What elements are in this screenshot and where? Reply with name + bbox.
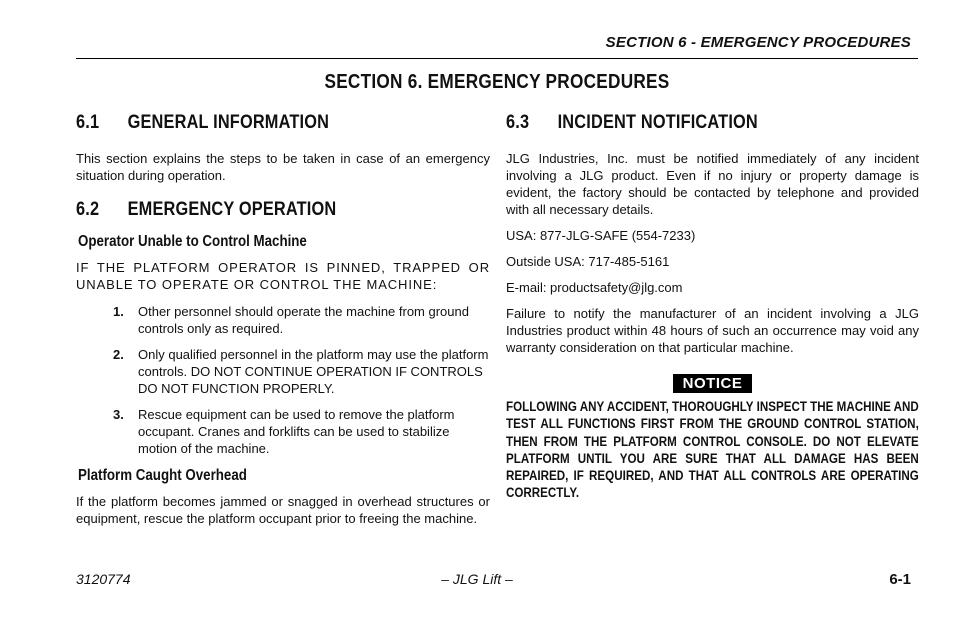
notice-badge: NOTICE [673,374,753,393]
section-title: SECTION 6. EMERGENCY PROCEDURES [324,71,670,93]
footer-doc-number: 3120774 [76,571,131,587]
heading-label: EMERGENCY OPERATION [127,199,337,220]
failure-paragraph: Failure to notify the manufacturer of an incident involving a JLG Industries product within 48 hours of such an occurrence may void any warranty consideration on that particular machine. [506,306,919,355]
subheading-operator-unable: Operator Unable to Control Machine [78,233,307,250]
email-contact: E-mail: productsafety@jlg.com [506,280,683,295]
pinned-warning-paragraph: IF THE PLATFORM OPERATOR IS PINNED, TRAPPED OR UNABLE TO OPERATE OR CONTROL THE MACHINE: [76,260,490,292]
subheading-platform-caught: Platform Caught Overhead [78,467,247,484]
heading-label: INCIDENT NOTIFICATION [557,112,758,133]
step-number: 2. [113,347,124,362]
heading-number: 6.3 [506,112,530,133]
heading-number: 6.2 [76,199,100,220]
running-header: SECTION 6 - EMERGENCY PROCEDURES [605,34,911,51]
list-item [76,346,490,397]
step-text: Rescue equipment can be used to remove the platform occupant. Cranes and forklifts can be used to stabilize motion of the machine. [138,407,455,456]
step-text: Only qualified personnel in the platform may use the platform controls. DO NOT CONTINUE OPERATION IF CONTROLS DO NOT FUNCTION PROPERLY. [138,347,489,396]
notice-text: FOLLOWING ANY ACCIDENT, THOROUGHLY INSPECT THE MACHINE AND TEST ALL FUNCTIONS FIRST FROM THE GROUND CONTROL STATION, THEN FROM THE PLATFORM CONTROL CONSOLE. DO NOT ELEVATE PLATFORM UNTIL YOU ARE SURE THAT ALL DAMAGE HAS BEEN REPAIRED, IF REQUIRED, AND THAT ALL CONTROLS ARE OPERATING CORRECTLY. [506,399,919,501]
footer-center-text: – JLG Lift – [441,571,513,587]
step-number: 3. [113,407,124,422]
step-text: Other personnel should operate the machine from ground controls only as required. [138,304,469,336]
footer-page-number: 6-1 [889,571,911,588]
notice-badge-wrapper [506,374,919,393]
heading-number: 6.1 [76,112,100,133]
overhead-paragraph: If the platform becomes jammed or snagged in overhead structures or equipment, rescue the platform occupant prior to freeing the machine. [76,494,490,526]
list-item [76,303,490,337]
heading-label: GENERAL INFORMATION [127,112,330,133]
right-column [506,112,919,502]
heading-6-2 [76,199,432,221]
notification-paragraph: JLG Industries, Inc. must be notified immediately of any incident involving a JLG product. Even if no injury or property damage is evident, the factory should be contacted by telephone and provided with all necessary details. [506,151,919,217]
heading-6-3 [506,112,861,134]
outside-usa-phone: Outside USA: 717-485-5161 [506,254,670,269]
step-number: 1. [113,304,124,319]
left-column [76,112,490,527]
general-info-paragraph: This section explains the steps to be taken in case of an emergency situation during operation. [76,151,490,183]
list-item [76,406,490,457]
usa-phone: USA: 877-JLG-SAFE (554-7233) [506,228,696,243]
heading-6-1 [76,112,432,134]
header-divider [76,58,918,59]
rescue-steps-list [76,303,490,457]
